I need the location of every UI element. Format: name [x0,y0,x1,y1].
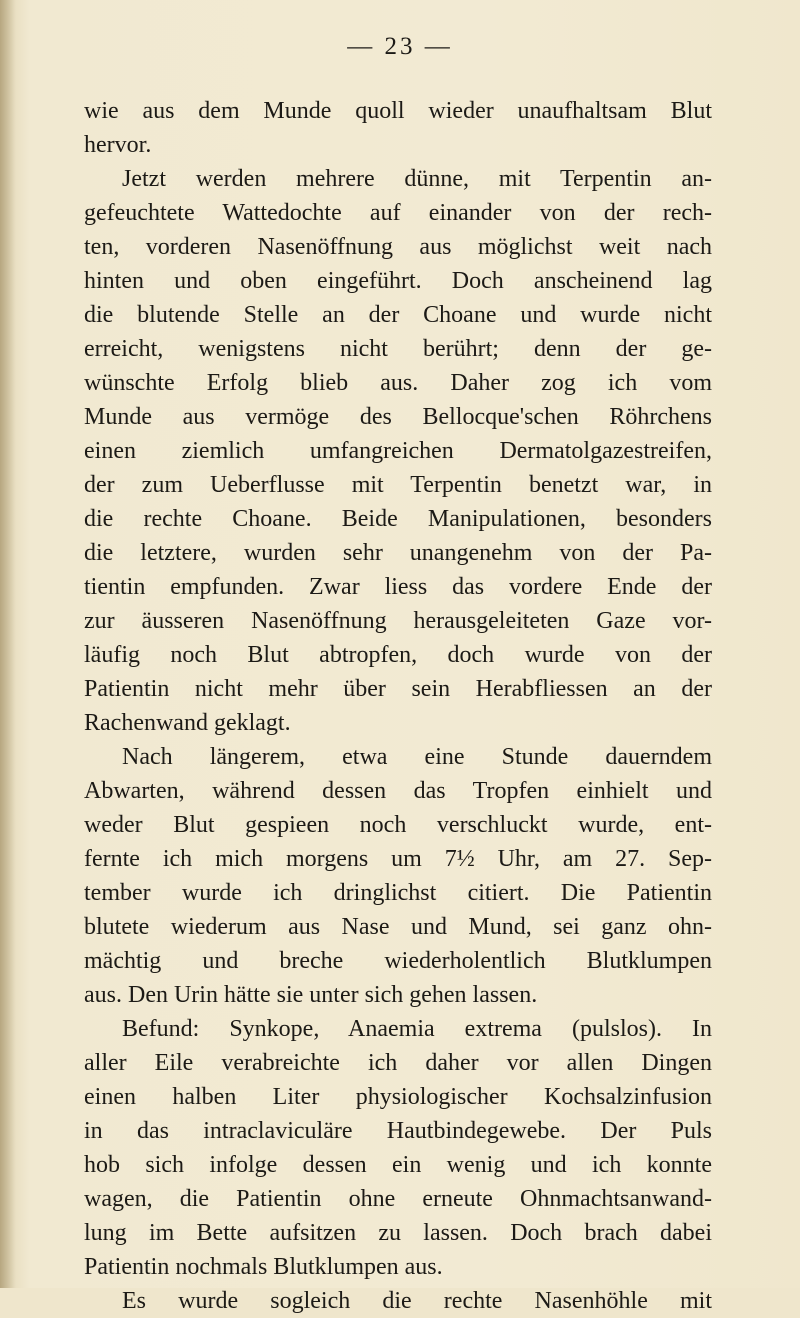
text-line: Jetzt werden mehrere dünne, mit Terpentin an- [122,166,712,192]
text-line: Patientin nicht mehr über sein Herabfliessen an der [84,676,712,702]
text-line: wie aus dem Munde quoll wieder unaufhaltsam Blut [84,98,712,124]
text-line: gefeuchtete Wattedochte auf einander von der rech- [84,200,712,226]
page-gutter-shadow [0,0,16,1288]
text-line: aller Eile verabreichte ich daher vor allen Dingen [84,1050,712,1076]
text-line: hervor. [84,132,152,158]
text-line: Munde aus vermöge des Bellocque'schen Röhrchens [84,404,712,430]
text-line: einen halben Liter physiologischer Kochsalzinfusion [84,1084,712,1110]
text-line: tember wurde ich dringlichst citiert. Die Patientin [84,880,712,906]
body-text [84,94,712,1318]
text-line: Abwarten, während dessen das Tropfen einhielt und [84,778,712,804]
text-line: weder Blut gespieen noch verschluckt wurde, ent- [84,812,712,838]
text-line: die rechte Choane. Beide Manipulationen, besonders [84,506,712,532]
text-line: Es wurde sogleich die rechte Nasenhöhle mit [122,1288,712,1314]
text-line: Befund: Synkope, Anaemia extrema (pulslos). In [122,1016,712,1042]
page-number: — 23 — [347,33,453,60]
text-line: wünschte Erfolg blieb aus. Daher zog ich vom [84,370,712,396]
text-line: mächtig und breche wiederholentlich Blutklumpen [84,948,712,974]
text-line: hob sich infolge dessen ein wenig und ich konnte [84,1152,712,1178]
text-line: tientin empfunden. Zwar liess das vordere Ende der [84,574,712,600]
text-line: blutete wiederum aus Nase und Mund, sei ganz ohn- [84,914,712,940]
text-line: die blutende Stelle an der Choane und wurde nicht [84,302,712,328]
text-line: ten, vorderen Nasenöffnung aus möglichst weit nach [84,234,712,260]
text-line: einen ziemlich umfangreichen Dermatolgazestreifen, [84,438,712,464]
text-line: der zum Ueberflusse mit Terpentin benetzt war, in [84,472,712,498]
text-line: die letztere, wurden sehr unangenehm von der Pa- [84,540,712,566]
text-line: lung im Bette aufsitzen zu lassen. Doch brach dabei [84,1220,712,1246]
text-line: zur äusseren Nasenöffnung herausgeleiteten Gaze vor- [84,608,712,634]
text-line: Rachenwand geklagt. [84,710,291,736]
text-line: aus. Den Urin hätte sie unter sich gehen lassen. [84,982,538,1008]
text-line: wagen, die Patientin ohne erneute Ohnmachtsanwand- [84,1186,712,1212]
text-line: fernte ich mich morgens um 7½ Uhr, am 27. Sep- [84,846,712,872]
text-line: Patientin nochmals Blutklumpen aus. [84,1254,443,1280]
text-line: Nach längerem, etwa eine Stunde dauerndem [122,744,712,770]
text-line: hinten und oben eingeführt. Doch anscheinend lag [84,268,712,294]
text-line: läufig noch Blut abtropfen, doch wurde von der [84,642,712,668]
text-line: in das intraclaviculäre Hautbindegewebe. Der Puls [84,1118,712,1144]
text-line: erreicht, wenigstens nicht berührt; denn der ge- [84,336,712,362]
